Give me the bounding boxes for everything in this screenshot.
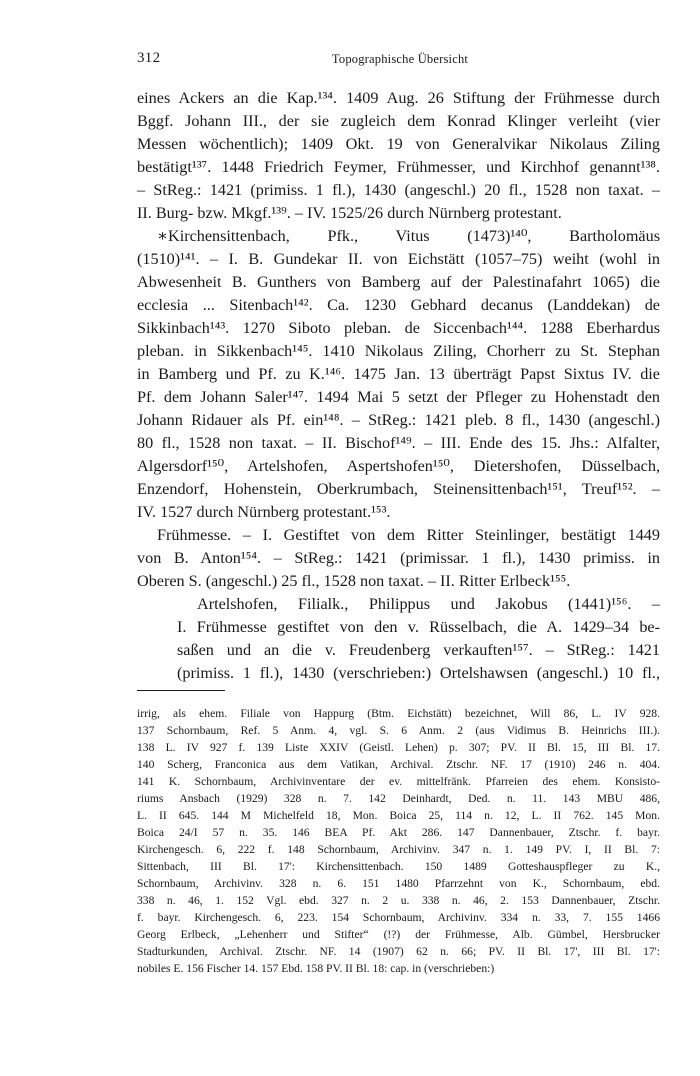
footnote-line: 138 L. IV 927 f. 139 Liste XXIV (Geistl. Lehen) p. 307; PV. II Bl. 15, III Bl. 17. [137,741,660,754]
body-line: eines Ackers an die Kap.¹³⁴. 1409 Aug. 26 Stiftung der Frühmesse durch [137,89,660,107]
body-line: bestätigt¹³⁷. 1448 Friedrich Feymer, Frühmesser, und Kirchhof genannt¹³⁸. [137,158,660,176]
footnote-line: riums Ansbach (1929) 328 n. 7. 142 Deinhardt, Ded. n. 11. 143 MBU 486, [137,792,660,805]
body-line: 80 fl., 1528 non taxat. – II. Bischof¹⁴⁹. – III. Ende des 15. Jhs.: Alfalter, [137,434,660,452]
body-line: Enzendorf, Hohenstein, Oberkrumbach, Steinensittenbach¹⁵¹, Treuf¹⁵². – [137,480,660,498]
body-line: Johann Ridauer als Pf. ein¹⁴⁸. – StReg.: 1421 pleb. 8 fl., 1430 (angeschl.) [137,411,660,429]
footnote-line: Sittenbach, III Bl. 17': Kirchensittenbach. 150 1489 Gotteshauspfleger zu K., [137,860,660,873]
footnote-line: L. II 645. 144 M Michelfeld 18, Mon. Boica 25, 114 n. 12, L. II 762. 145 Mon. [137,809,660,822]
footnote-line: Georg Erlbeck, „Lehenherr und Stifter“ (!?) der Frühmesse, Alb. Gümbel, Hersbrucker [137,928,660,941]
body-line: in Bamberg und Pf. zu K.¹⁴⁶. 1475 Jan. 13 überträgt Papst Sixtus IV. die [137,365,660,383]
running-title: Topographische Übersicht [331,52,469,66]
footnote-line: Stadturkunden, Archival. Ztschr. NF. 14 (1907) 62 n. 66; PV. II Bl. 17', III Bl. 17': [137,945,660,958]
footnote-line: nobiles E. 156 Fischer 14. 157 Ebd. 158 PV. II Bl. 18: cap. in (verschrieben:) [137,962,495,975]
footnote-line: Schornbaum, Archivinv. 328 n. 6. 151 1480 Pfarrzehnt von K., Schornbaum, ebd. [137,877,660,890]
body-line: Artelshofen, Filialk., Philippus und Jakobus (1441)¹⁵⁶. – [197,595,660,613]
body-line: ∗Kirchensittenbach, Pfk., Vitus (1473)¹⁴⁰, Bartholomäus [157,227,660,245]
footnote-line: Boica 24/I 57 n. 35. 146 BEA Pf. Akt 286. 147 Dannenbauer, Ztschr. f. bayr. [137,826,660,839]
footnote-line: 338 n. 46, 1. 152 Vgl. ebd. 327 n. 2 u. 338 n. 46, 2. 153 Dannenbauer, Ztschr. [137,894,660,907]
body-line: Bggf. Johann III., der sie zugleich dem Konrad Klinger verleiht (vier [137,112,660,130]
page-number: 312 [137,50,161,66]
body-line: (primiss. 1 fl.), 1430 (verschrieben:) Ortelshawsen (angeschl.) 10 fl., [177,664,660,682]
body-line: – StReg.: 1421 (primiss. 1 fl.), 1430 (angeschl.) 20 fl., 1528 non taxat. – [137,181,660,199]
body-line: (1510)¹⁴¹. – I. B. Gundekar II. von Eichstätt (1057–75) weiht (wohl in [137,250,660,268]
body-line: IV. 1527 durch Nürnberg protestant.¹⁵³. [137,503,391,521]
body-line: Messen wöchentlich); 1409 Okt. 19 von Generalvikar Nikolaus Ziling [137,135,660,153]
footnote-line: 141 K. Schornbaum, Archivinventare der ev. mittelfränk. Pfarreien des ehem. Konsisto- [137,775,660,788]
body-line: I. Frühmesse gestiftet von den v. Rüsselbach, die A. 1429–34 be- [177,618,660,636]
body-line: pleban. in Sikkenbach¹⁴⁵. 1410 Nikolaus Ziling, Chorherr zu St. Stephan [137,342,660,360]
footnote-line: f. bayr. Kirchengesch. 6, 223. 154 Schornbaum, Archivinv. 334 n. 33, 7. 155 1466 [137,911,660,924]
body-line: von B. Anton¹⁵⁴. – StReg.: 1421 (primissar. 1 fl.), 1430 primiss. in [137,549,660,567]
body-line: II. Burg- bzw. Mkgf.¹³⁹. – IV. 1525/26 durch Nürnberg protestant. [137,204,562,222]
body-line: Frühmesse. – I. Gestiftet von dem Ritter Steinlinger, bestätigt 1449 [157,526,660,544]
body-line: Algersdorf¹⁵⁰, Artelshofen, Aspertshofen¹⁵⁰, Dietershofen, Düsselbach, [137,457,660,475]
footnote-rule [137,690,225,691]
footnote-line: irrig, als ehem. Filiale von Happurg (Btm. Eichstätt) bezeichnet, Will 86, L. IV 928. [137,707,660,720]
footnote-line: Kirchengesch. 6, 222 f. 148 Schornbaum, Archivinv. 347 n. 1. 149 PV. I, II Bl. 7: [137,843,660,856]
body-line: Pf. dem Johann Saler¹⁴⁷. 1494 Mai 5 setzt der Pfleger zu Hohenstadt den [137,388,660,406]
footnote-line: 140 Scherg, Franconica aus dem Vatikan, Archival. Ztschr. NF. 17 (1910) 246 n. 404. [137,758,660,771]
body-line: Oberen S. (angeschl.) 25 fl., 1528 non taxat. – II. Ritter Erlbeck¹⁵⁵. [137,572,571,590]
body-line: ecclesia ... Sitenbach¹⁴². Ca. 1230 Gebhard decanus (Landdekan) de [137,296,660,314]
body-line: saßen und an die v. Freudenberg verkauften¹⁵⁷. – StReg.: 1421 [177,641,660,659]
body-line: Sikkinbach¹⁴³. 1270 Siboto pleban. de Siccenbach¹⁴⁴. 1288 Eberhardus [137,319,660,337]
footnote-line: 137 Schornbaum, Ref. 5 Anm. 4, vgl. S. 6 Anm. 2 (aus Vidimus B. Heinrichs III.). [137,724,660,737]
body-line: Abwesenheit B. Gunthers von Bamberg auf der Palestinafahrt 1065) die [137,273,660,291]
